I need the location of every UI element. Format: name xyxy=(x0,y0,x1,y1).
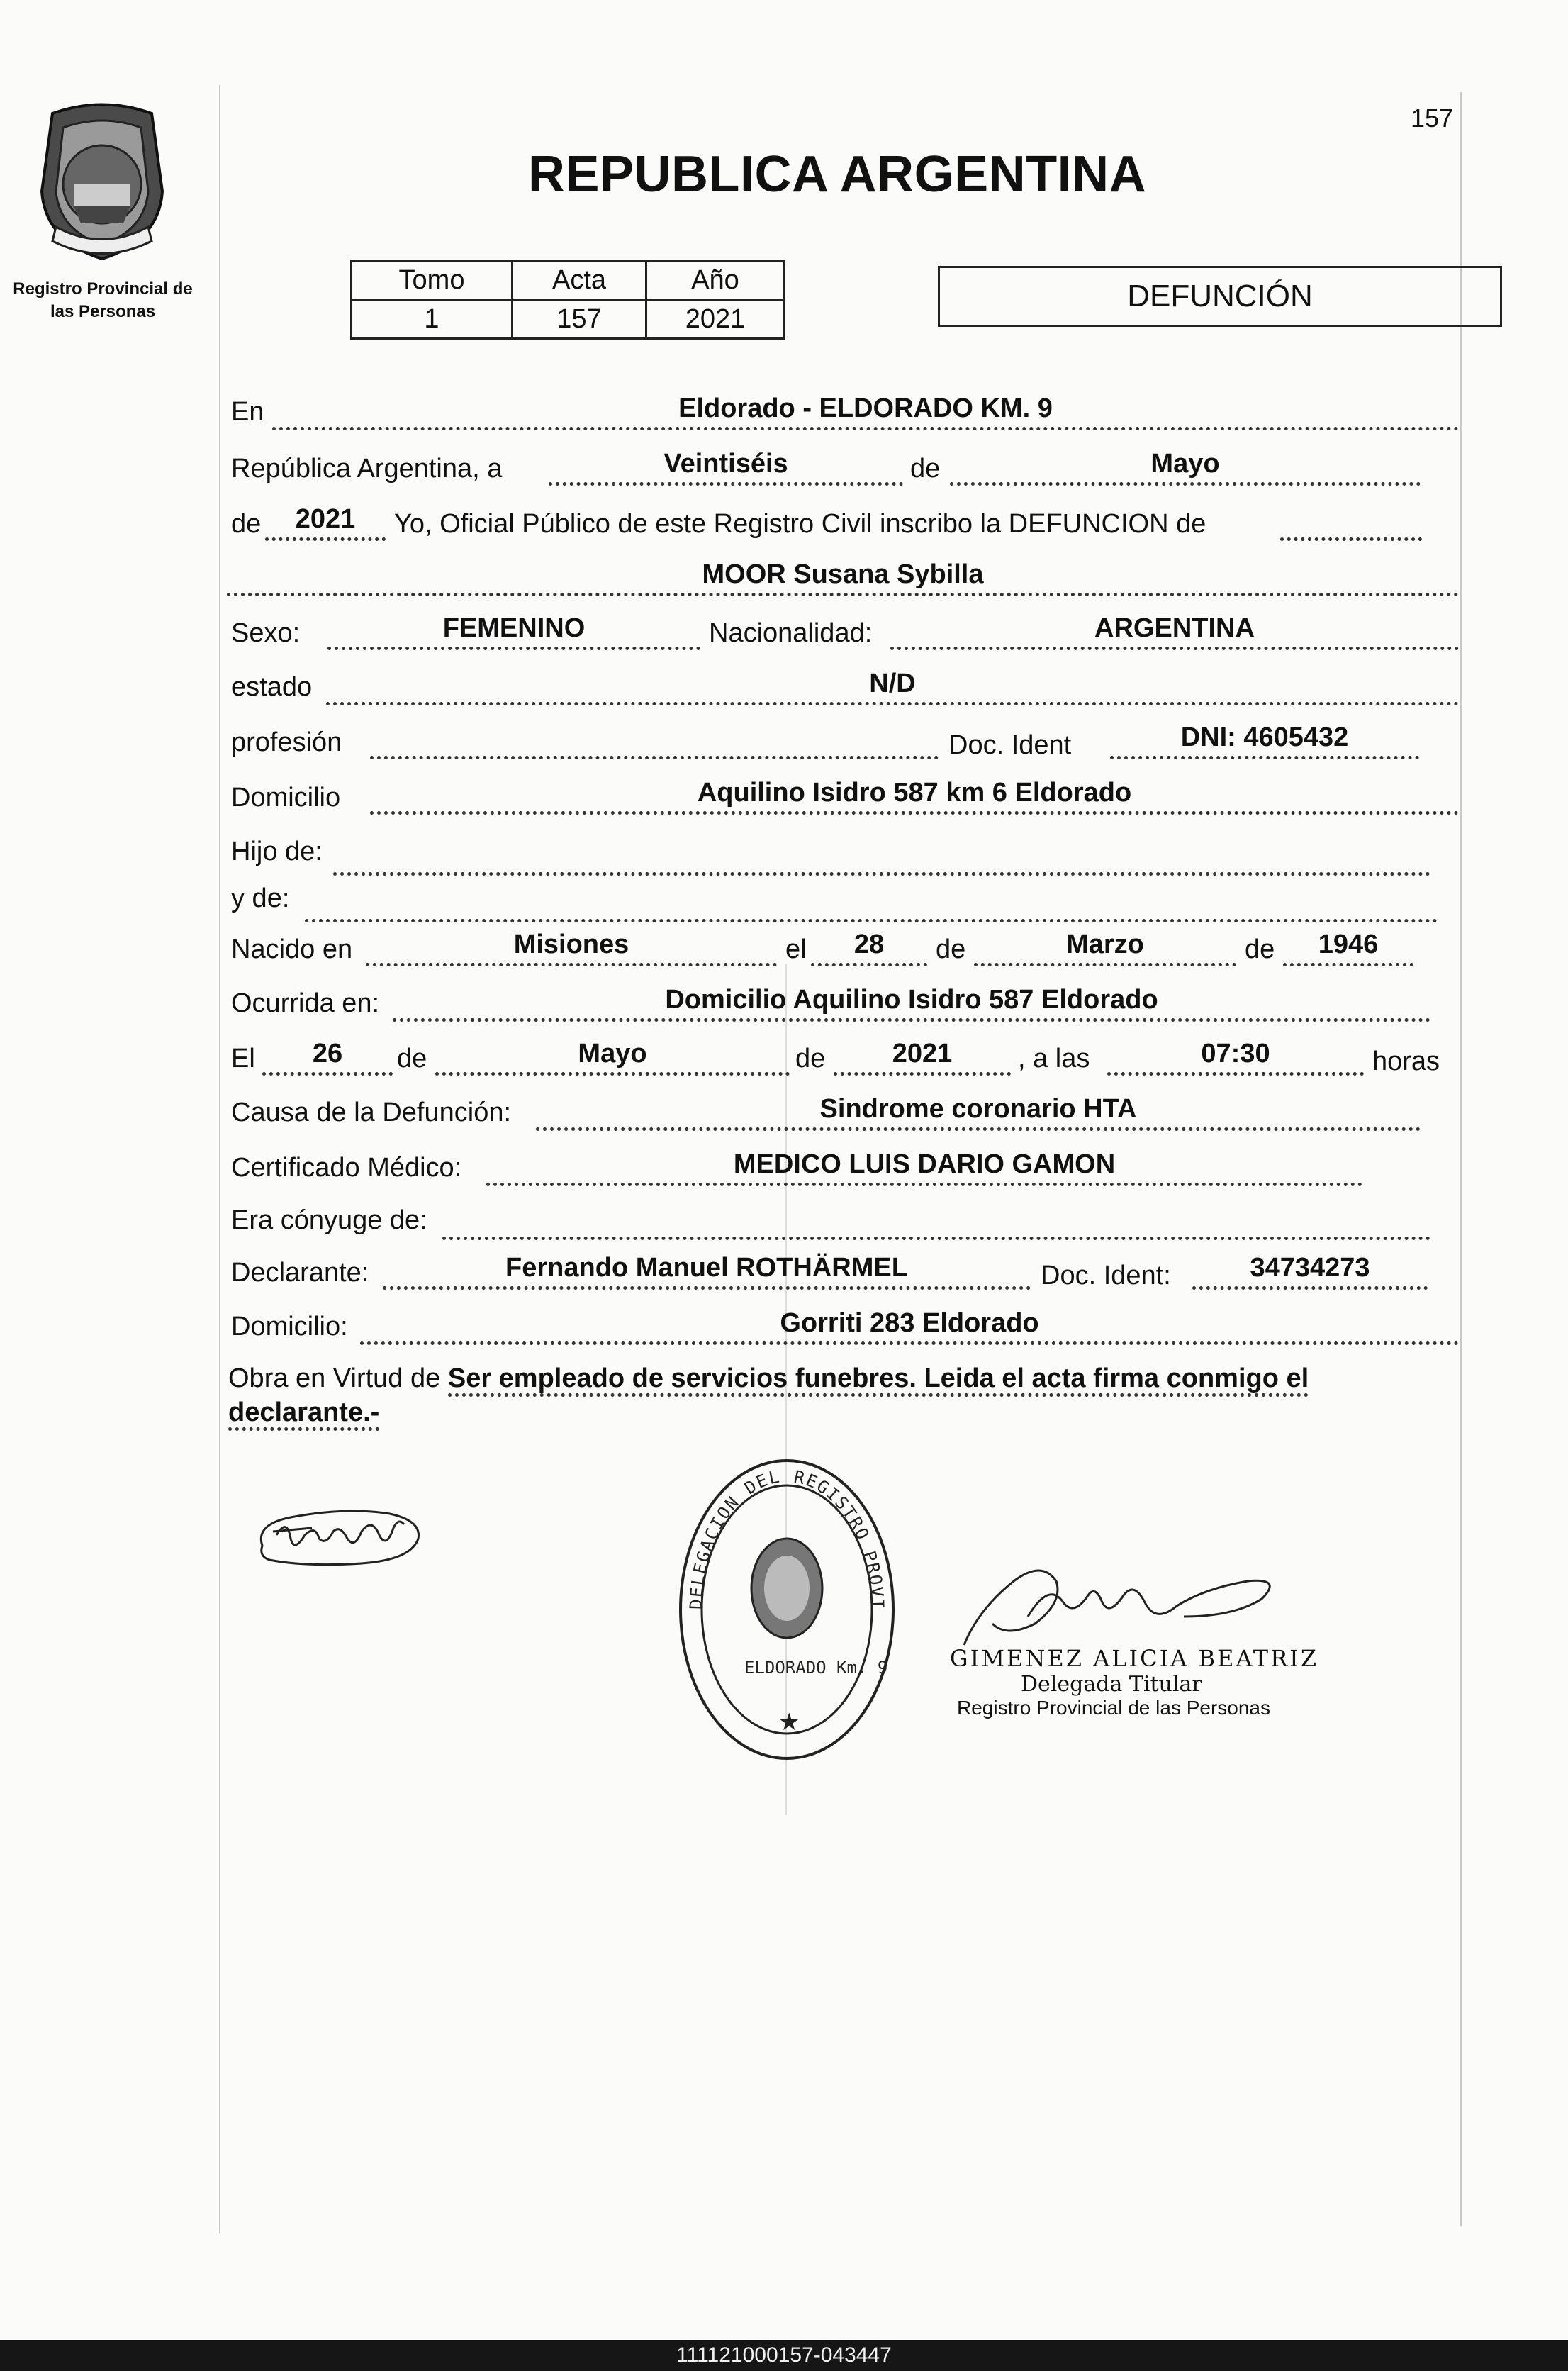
cert: MEDICO LUIS DARIO GAMON xyxy=(486,1150,1362,1186)
cert-label: Certificado Médico: xyxy=(231,1153,462,1183)
yo-fill xyxy=(1280,505,1422,541)
declarante: Fernando Manuel ROTHÄRMEL xyxy=(383,1254,1031,1290)
alas-label: , a las xyxy=(1018,1044,1090,1073)
footer-barcode: 111121000157-043447 xyxy=(0,2340,1568,2371)
en-label: En xyxy=(231,397,264,427)
yde xyxy=(305,886,1438,922)
yo-text: Yo, Oficial Público de este Registro Civil inscribo la DEFUNCION de xyxy=(394,509,1206,539)
yde-label: y de: xyxy=(231,883,290,913)
dia-letras: Veintiséis xyxy=(549,450,903,486)
republica-label: República Argentina, a xyxy=(231,454,503,484)
anio-header: Año xyxy=(646,261,785,300)
nacionalidad: ARGENTINA xyxy=(890,614,1459,650)
def-mes: Mayo xyxy=(435,1039,790,1076)
def-dia: 26 xyxy=(262,1039,393,1076)
domicilio: Aquilino Isidro 587 km 6 Eldorado xyxy=(370,779,1459,815)
declarant-signature xyxy=(248,1496,432,1585)
registry-name: Registro Provincial de las Personas xyxy=(13,279,193,321)
de2-label: de xyxy=(231,509,262,539)
obra-label: Obra en Virtud de xyxy=(228,1363,441,1393)
estado-label: estado xyxy=(231,672,313,702)
profesion xyxy=(370,723,939,759)
nac-de2-label: de xyxy=(1245,935,1275,964)
nac-mes: Marzo xyxy=(974,930,1236,966)
estado: N/D xyxy=(326,669,1459,705)
obra-text: Ser empleado de servicios funebres. Leida el acta firma conmigo el declarante.- xyxy=(228,1363,1309,1431)
sexo: FEMENINO xyxy=(327,614,700,650)
acta-value: 157 xyxy=(513,300,646,339)
svg-text:DELEGACION DEL REGISTRO PROVIN: DELEGACION DEL REGISTRO PROVI xyxy=(685,1466,888,1611)
doc: DNI: 4605432 xyxy=(1110,723,1419,759)
def-de2-label: de xyxy=(795,1044,826,1073)
acta-table xyxy=(350,260,785,340)
decl-doc-label: Doc. Ident: xyxy=(1041,1261,1171,1290)
def-anio: 2021 xyxy=(834,1039,1011,1076)
nacido-label: Nacido en xyxy=(231,935,353,964)
official-role: Delegada Titular xyxy=(1021,1672,1202,1697)
nacido-en: Misiones xyxy=(366,930,777,966)
horas-label: horas xyxy=(1372,1047,1440,1076)
acta-header: Acta xyxy=(513,261,646,300)
margin-line-left xyxy=(219,85,220,2233)
official-block xyxy=(950,1645,1318,1719)
causa: Sindrome coronario HTA xyxy=(536,1095,1421,1131)
hijo-label: Hijo de: xyxy=(231,837,323,866)
tomo-header: Tomo xyxy=(352,261,513,300)
province-logo xyxy=(31,99,173,266)
el2-label: El xyxy=(231,1044,255,1073)
decl-doc: 34734273 xyxy=(1192,1254,1428,1290)
profesion-label: profesión xyxy=(231,727,342,757)
official-seal xyxy=(666,1446,907,1776)
obra-paragraph xyxy=(228,1361,1455,1429)
ocurrida: Domicilio Aquilino Isidro 587 Eldorado xyxy=(393,986,1430,1022)
record-type: DEFUNCIÓN xyxy=(938,266,1502,327)
def-de-label: de xyxy=(397,1044,427,1073)
hijo xyxy=(333,839,1430,876)
anio: 2021 xyxy=(265,505,386,541)
margin-line-right xyxy=(1460,92,1462,2226)
page-number: 157 xyxy=(1411,104,1454,133)
sexo-label: Sexo: xyxy=(231,618,301,648)
nacionalidad-label: Nacionalidad: xyxy=(709,618,873,648)
conyuge xyxy=(442,1204,1430,1240)
de-label: de xyxy=(910,454,941,484)
causa-label: Causa de la Defunción: xyxy=(231,1098,512,1127)
nac-anio: 1946 xyxy=(1283,930,1413,966)
conyuge-label: Era cónyuge de: xyxy=(231,1205,427,1235)
ocurrida-label: Ocurrida en: xyxy=(231,988,380,1018)
nac-dia: 28 xyxy=(811,930,927,966)
anio-value: 2021 xyxy=(646,300,785,339)
nombre: MOOR Susana Sybilla xyxy=(227,560,1459,596)
official-signature xyxy=(950,1539,1290,1663)
tomo-value: 1 xyxy=(352,300,513,339)
doc-label: Doc. Ident xyxy=(948,730,1072,760)
official-name: GIMENEZ ALICIA BEATRIZ xyxy=(950,1645,1319,1672)
declarante-label: Declarante: xyxy=(231,1258,369,1288)
page-title: REPUBLICA ARGENTINA xyxy=(528,146,1147,203)
svg-text:★: ★ xyxy=(778,1709,800,1736)
domicilio-label: Domicilio xyxy=(231,783,341,813)
decl-dom-label: Domicilio: xyxy=(231,1312,348,1341)
en-value: Eldorado - ELDORADO KM. 9 xyxy=(272,394,1459,430)
decl-dom: Gorriti 283 Eldorado xyxy=(360,1309,1459,1345)
hora: 07:30 xyxy=(1107,1039,1364,1076)
mes: Mayo xyxy=(950,450,1421,486)
nac-de-label: de xyxy=(936,935,966,964)
official-org: Registro Provincial de las Personas xyxy=(957,1697,1270,1719)
svg-text:ELDORADO Km. 9: ELDORADO Km. 9 xyxy=(744,1658,888,1678)
el-label: el xyxy=(785,935,807,964)
